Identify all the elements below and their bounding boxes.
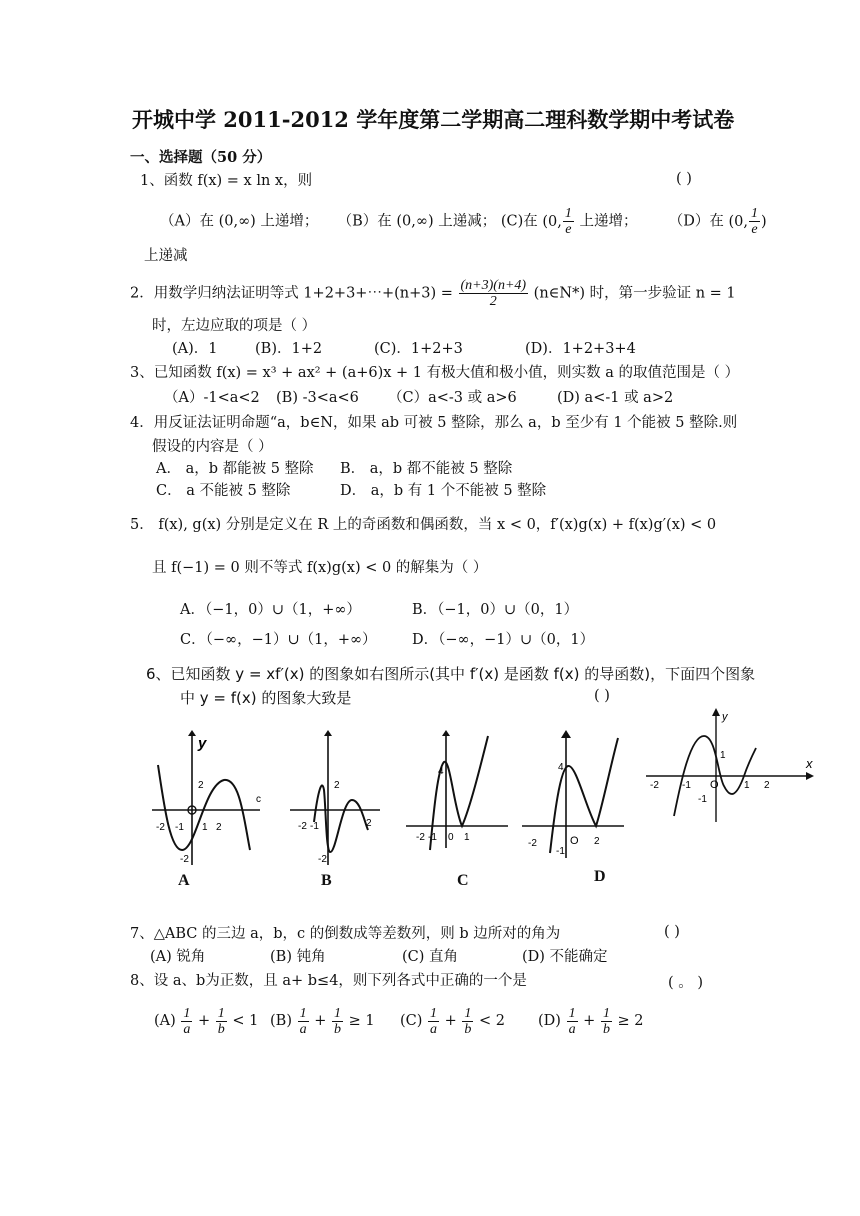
graph-b — [288, 730, 388, 870]
q1-answer-blank: ( ) — [676, 171, 692, 187]
q2-option-b: (B)．1+2 — [255, 341, 323, 357]
q2-option-c: (C)．1+2+3 — [374, 341, 463, 357]
q5-option-b: B．（−1，0）∪（0，1） — [412, 602, 579, 618]
q1-stem: 1、函数 f(x) = x ln x，则 — [140, 173, 313, 189]
graph-b-tick-y2: 2 — [334, 780, 340, 791]
q2-stem-2: 时，左边应取的项是（ ） — [152, 318, 317, 334]
graph-d-tick-2: 2 — [594, 836, 600, 847]
graph-reference-tick-yneg1: -1 — [698, 794, 707, 805]
graph-a-curve — [158, 765, 250, 850]
q5-stem: 5． f(x), g(x) 分别是定义在 R 上的奇函数和偶函数，当 x < 0，f′(x)g(x) + f(x)g′(x) < 0 — [130, 517, 717, 533]
graph-d-y-arrow — [561, 730, 571, 738]
q1-option-c-post: 上递增； — [579, 213, 638, 230]
q8-option-a: (A) $\frac{1}{a}$ + $\frac{1}{b}$ < 1 — [154, 1005, 259, 1037]
q5-stem-2: 且 f(−1) = 0 则不等式 f(x)g(x) < 0 的解集为（ ） — [152, 560, 488, 576]
q1-options — [160, 206, 767, 237]
q8-option-c: (C) $\frac{1}{a}$ + $\frac{1}{b}$ < 2 — [400, 1005, 505, 1037]
graph-c-y-arrow — [442, 730, 450, 736]
q1-option-a: （A）在 (0,∞) 上递增； — [160, 213, 319, 230]
q7-option-b: (B) 钝角 — [270, 949, 326, 965]
q6-answer-blank: ( ) — [594, 688, 610, 704]
graph-a-tick-neg2: -2 — [156, 822, 165, 833]
graph-a-tick-c: c — [256, 794, 261, 805]
graph-d-label: D — [594, 868, 606, 885]
q1-interval-c: (0, $\frac{1}{e}$ — [542, 206, 572, 237]
graph-d-tick-neg1: -1 — [556, 846, 565, 857]
graph-reference-y-label: y — [722, 711, 728, 723]
graph-c — [404, 728, 514, 868]
q2-stem: 2．用数学归纳法证明等式 1+2+3+⋯+(n+3) = $\frac{(n+3)(n+4)}{2}$ (n∈N*) 时，第一步验证 n = 1 — [130, 278, 736, 309]
graph-a-tick-neg1: -1 — [175, 822, 184, 833]
q8-option-d: (D) $\frac{1}{a}$ + $\frac{1}{b}$ ≥ 2 — [538, 1005, 644, 1037]
q3-option-b: (B) -3<a<6 — [276, 390, 359, 406]
graph-b-tick-yneg2: -2 — [318, 854, 327, 865]
graph-a-tick-yneg2: -2 — [180, 854, 189, 865]
q1-option-c-pre: (C)在 — [500, 213, 538, 230]
q1-option-d-tail: 上递减 — [144, 248, 188, 264]
graph-reference — [640, 706, 820, 826]
graph-reference-tick-neg2: -2 — [650, 780, 659, 791]
graph-c-curve — [430, 736, 488, 850]
q4-stem: 4．用反证法证明命题“a，b∈N，如果 ab 可被 5 整除，那么 a，b 至少有 1 个能被 5 整除.则 — [130, 415, 738, 431]
graph-b-tick-neg1: -1 — [310, 821, 319, 832]
graph-reference-tick-1: 1 — [744, 780, 750, 791]
q1-option-d-pre: （D）在 — [668, 213, 724, 230]
graph-b-y-arrow — [324, 730, 332, 736]
q4-option-c: C． a 不能被 5 整除 — [156, 483, 291, 499]
q3-option-c: （C）a<-3 或 a>6 — [388, 390, 517, 406]
graph-a — [148, 730, 268, 870]
graph-b-curve — [314, 785, 368, 852]
q6-stem-2: 中 y = f(x) 的图象大致是 — [180, 689, 352, 707]
graph-reference-tick-2: 2 — [764, 780, 770, 791]
q7-option-a: (A) 锐角 — [150, 949, 206, 965]
graph-c-tick-neg2: -2 — [416, 832, 425, 843]
q2-option-d: (D)．1+2+3+4 — [525, 341, 636, 357]
graph-reference-x-label: x — [806, 756, 813, 771]
graph-b-label: B — [321, 872, 332, 889]
q5-option-a: A．（−1，0）∪（1，+∞） — [180, 602, 361, 618]
q7-stem: 7、△ABC 的三边 a，b，c 的倒数成等差数列，则 b 边所对的角为 — [130, 926, 561, 942]
graph-d — [520, 728, 630, 868]
q1-interval-d: (0, $\frac{1}{e}$ ) — [728, 206, 767, 237]
q7-option-d: (D) 不能确定 — [522, 949, 608, 965]
graph-a-y-label: y — [198, 735, 207, 752]
q2-option-a: (A)．1 — [172, 341, 218, 357]
graph-reference-tick-0: O — [710, 779, 719, 791]
q3-option-d: (D) a<-1 或 a>2 — [557, 390, 674, 406]
q4-option-d: D． a，b 有 1 个不能被 5 整除 — [340, 483, 547, 499]
exam-title: 开城中学 2011-2012 学年度第二学期高二理科数学期中考试卷 — [132, 107, 735, 132]
graph-c-tick-4: 4 — [438, 766, 444, 777]
q4-stem-2: 假设的内容是（ ） — [152, 439, 273, 455]
graph-c-tick-1: 1 — [464, 832, 470, 843]
graph-reference-tick-neg1: -1 — [682, 780, 691, 791]
graph-reference-tick-y1: 1 — [720, 750, 726, 761]
q2-fraction: $\frac{(n+3)(n+4)}{2}$ — [460, 278, 527, 309]
q1-option-b: （B）在 (0,∞) 上递减； — [337, 213, 497, 230]
graph-reference-x-arrow — [806, 772, 814, 780]
graph-c-tick-neg1: -1 — [428, 832, 437, 843]
graph-a-tick-1: 1 — [202, 822, 208, 833]
graph-reference-y-arrow — [712, 708, 720, 716]
q3-stem: 3、已知函数 f(x) = x³ + ax² + (a+6)x + 1 有极大值和极小值，则实数 a 的取值范围是（ ） — [130, 365, 740, 381]
graph-a-y-arrow — [188, 730, 196, 736]
graph-c-tick-0: 0 — [448, 832, 454, 843]
graph-b-tick-2: 2 — [366, 818, 372, 829]
graph-a-tick-2: 2 — [216, 822, 222, 833]
graph-d-tick-neg2: -2 — [528, 838, 537, 849]
q3-option-a: （A）-1<a<2 — [164, 390, 260, 406]
graph-a-tick-y2: 2 — [198, 780, 204, 791]
q8-option-b: (B) $\frac{1}{a}$ + $\frac{1}{b}$ ≥ 1 — [270, 1005, 375, 1037]
graph-c-label: C — [457, 872, 469, 889]
q4-option-a: A． a，b 都能被 5 整除 — [156, 461, 314, 477]
q6-stem: 6、已知函数 y = xf′(x) 的图象如右图所示(其中 f′(x) 是函数 f(x) 的导函数)，下面四个图象 — [146, 665, 756, 683]
graph-b-tick-neg2: -2 — [298, 821, 307, 832]
q4-option-b: B． a，b 都不能被 5 整除 — [340, 461, 513, 477]
section-heading: 一、选择题（50 分） — [130, 149, 272, 166]
graph-a-label: A — [178, 872, 190, 889]
q7-answer-blank: ( ) — [664, 924, 680, 940]
graph-d-curve — [550, 738, 618, 853]
q8-stem: 8、设 a、b为正数，且 a+ b≤4，则下列各式中正确的一个是 — [130, 973, 527, 989]
q8-answer-blank: ( 。 ) — [668, 975, 704, 991]
q5-option-d: D．（−∞，−1）∪（0，1） — [412, 632, 595, 648]
q5-option-c: C．（−∞，−1）∪（1，+∞） — [180, 632, 377, 648]
graph-d-tick-0: O — [570, 835, 579, 847]
graph-d-tick-4: 4 — [558, 762, 564, 773]
q7-option-c: (C) 直角 — [402, 949, 459, 965]
